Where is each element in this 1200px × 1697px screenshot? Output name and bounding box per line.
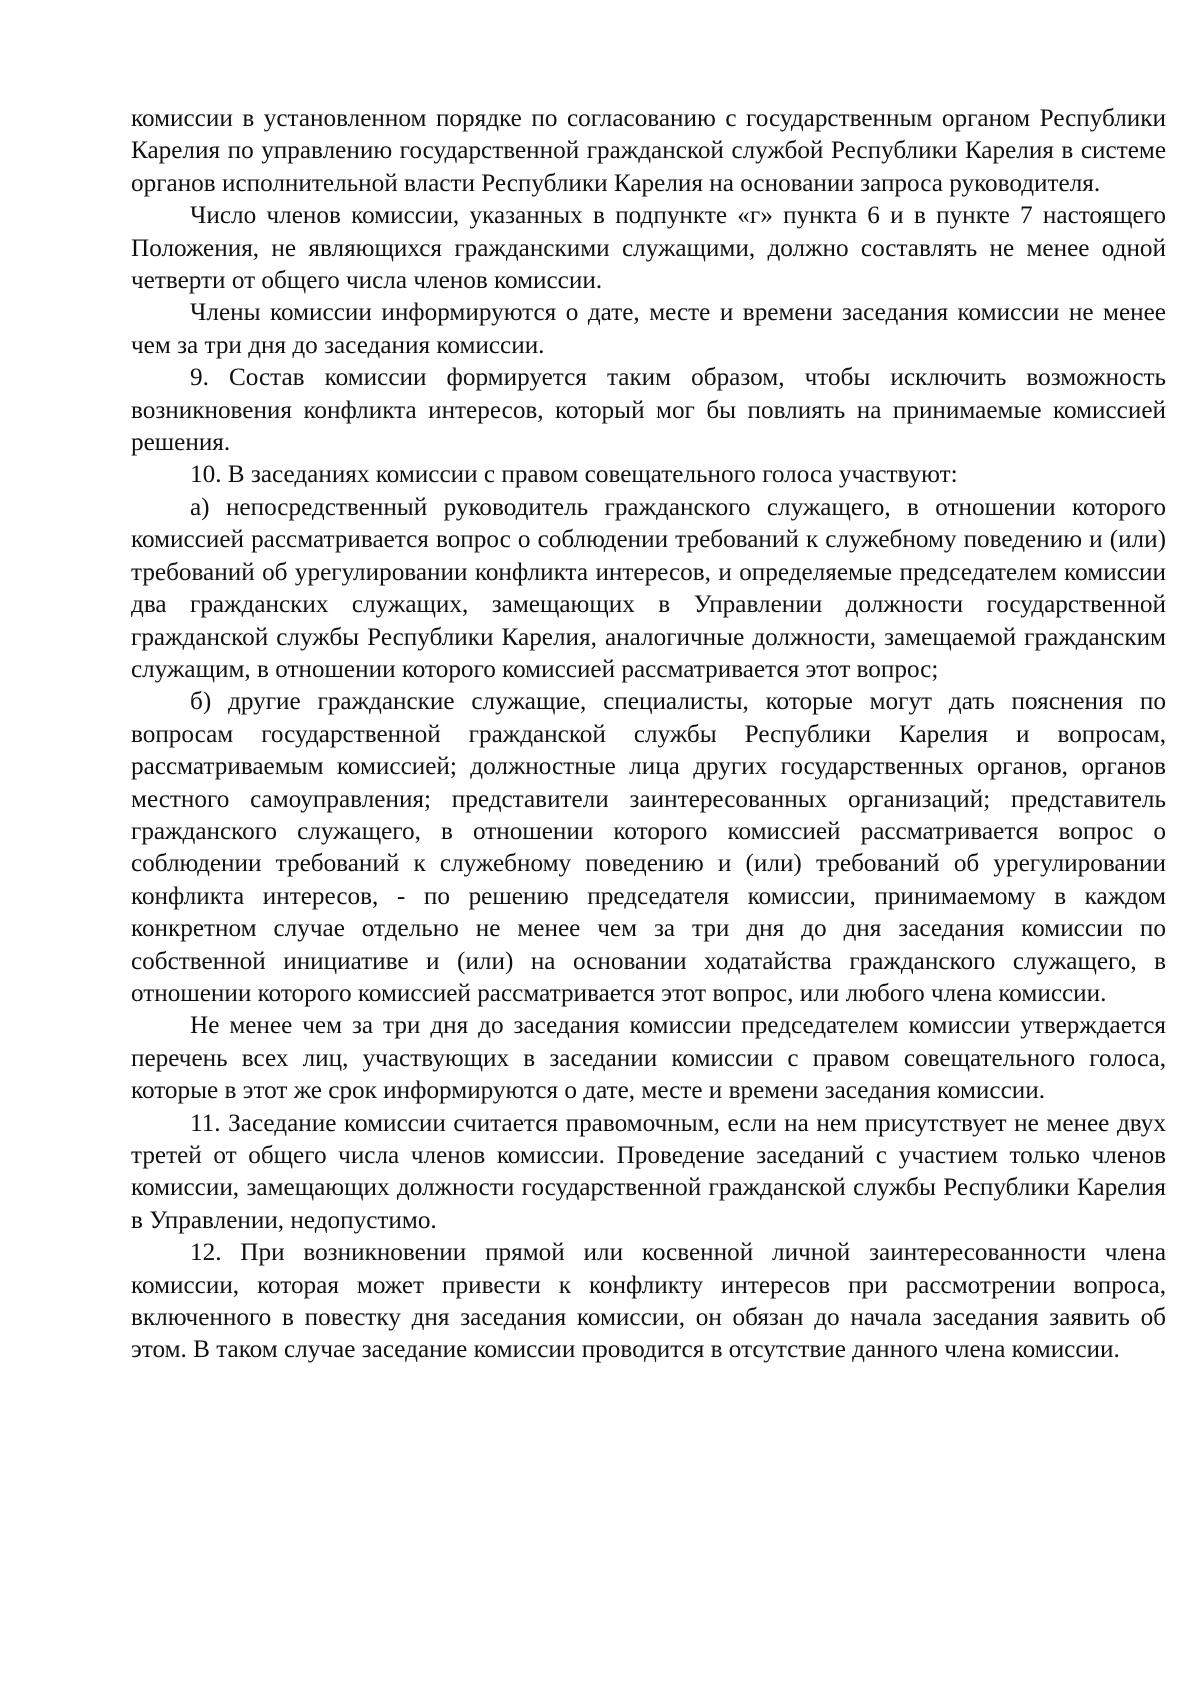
paragraph-item-12: 12. При возникновении прямой или косвенной личной заинтересованности члена комиссии, которая может привести к конфликту интересов при рассмотрении вопроса, включенного в повестку дня заседания комиссии, он обязан до начала заседания заявить об этом. В таком случае заседание комиссии проводится в отсутствие данного члена комиссии. [131, 1239, 1166, 1364]
paragraph-item-11: 11. Заседание комиссии считается правомочным, если на нем присутствует не менее двух третей от общего числа членов комиссии. Проведение заседаний с участием только членов комиссии, замещающих должности государственной гражданской службы Республики Карелия в Управлении, недопустимо. [131, 1109, 1166, 1234]
paragraph-members-count: Число членов комиссии, указанных в подпункте «г» пункта 6 и в пункте 7 настоящего Положения, не являющихся гражданскими служащими, должно составлять не менее одной четверти от общего числа членов комиссии. [131, 202, 1166, 295]
paragraph-item-9: 9. Состав комиссии формируется таким образом, чтобы исключить возможность возникновения конфликта интересов, который мог бы повлиять на принимаемые комиссией решения. [131, 364, 1166, 457]
paragraph-members-informed: Члены комиссии информируются о дате, месте и времени заседания комиссии не менее чем за три дня до заседания комиссии. [131, 299, 1166, 359]
paragraph-participants-list: Не менее чем за три дня до заседания комиссии председателем комиссии утверждается перечень всех лиц, участвующих в заседании комиссии с правом совещательного голоса, которые в этот же срок информируются о дате, месте и времени заседания комиссии. [131, 1012, 1166, 1105]
document-body [131, 103, 1166, 1367]
paragraph-item-10a: а) непосредственный руководитель гражданского служащего, в отношении которого комиссией рассматривается вопрос о соблюдении требований к служебному поведению и (или) требований об урегулировании конфликта интересов, и определяемые председателем комиссии два гражданских служащих, замещающих в Управлении должности государственной гражданской службы Республики Карелия, аналогичные должности, замещаемой гражданским служащим, в отношении которого комиссией рассматривается этот вопрос; [131, 493, 1166, 683]
paragraph-item-10: 10. В заседаниях комиссии с правом совещательного голоса участвуют: [190, 461, 958, 489]
paragraph-continuation: комиссии в установленном порядке по согласованию с государственным органом Республики Карелия по управлению государственной гражданской службой Республики Карелия в системе органов исполнительной власти Республики Карелия на основании запроса руководителя. [131, 105, 1166, 197]
paragraph-item-10b: б) другие гражданские служащие, специалисты, которые могут дать пояснения по вопросам государственной гражданской службы Республики Карелия и вопросам, рассматриваемым комиссией; должностные лица других государственных органов, органов местного самоуправления; представители заинтересованных организаций; представитель гражданского служащего, в отношении которого комиссией рассматривается вопрос о соблюдении требований к служебному поведению и (или) требований об урегулировании конфликта интересов, - по решению председателя комиссии, принимаемому в каждом конкретном случае отдельно не менее чем за три дня до дня заседания комиссии по собственной инициативе и (или) на основании ходатайства гражданского служащего, в отношении которого комиссией рассматривается этот вопрос, или любого члена комиссии. [131, 688, 1166, 1007]
